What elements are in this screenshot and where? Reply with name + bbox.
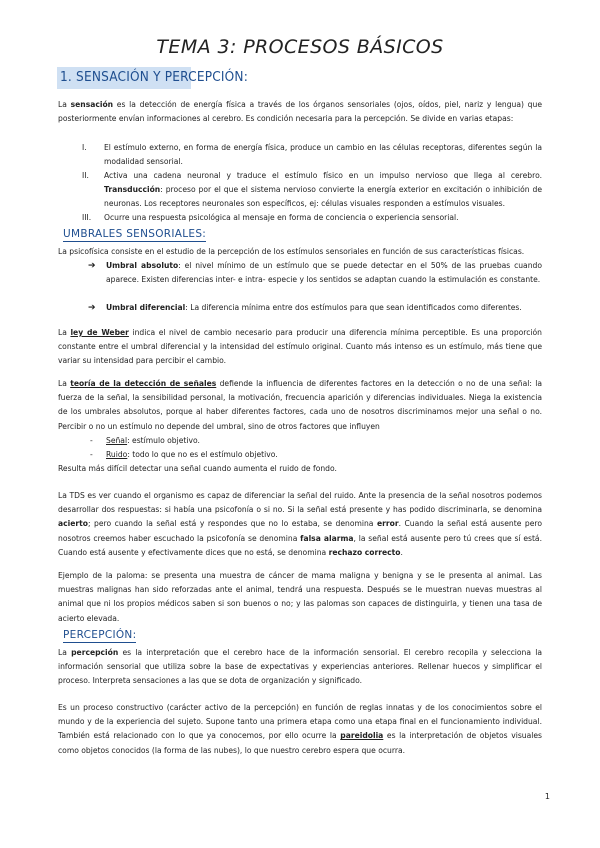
step-number: III. bbox=[82, 213, 92, 222]
paloma-paragraph: Ejemplo de la paloma: se presenta una muestra de cáncer de mama maligna y benigna y se le presenta al animal. Las muestras malignas han sido reforzadas ante el animal, tendrá una respuesta. Después se le muestran nuevas muestras al animal que ni los propios médicos saben si son buenos o no; y las palomas son capaces de distinguirla, y tienen una tasa de acierto elevada. bbox=[58, 571, 542, 623]
umbral-diferencial-item: Umbral diferencial: La diferencia mínima entre dos estímulos para que sean identificados como diferentes. bbox=[106, 303, 522, 312]
intro-paragraph: La sensación es la detección de energía física a través de los órganos sensoriales (ojos, oídos, piel, nariz y lengua) que posteriormente envían informaciones al cerebro. Es condición necesaria para la percepción. Se divide en varias etapas: bbox=[58, 100, 542, 124]
step-text: El estímulo externo, en forma de energía física, produce un cambio en las células receptoras, diferentes según la modalidad sensorial. bbox=[104, 143, 542, 167]
weber-paragraph: La ley de Weber indica el nivel de cambio necesario para producir una diferencia mínima perceptible. Es una proporción constante entre el umbral diferencial y la intensidad del estímulo original. Cuanto más intenso es un estímulo, más tiene que variar su intensidad para percibir el cambio. bbox=[58, 328, 542, 366]
step-number: I. bbox=[82, 143, 87, 152]
dash-bullet: - bbox=[90, 450, 93, 459]
step-text: Activa una cadena neuronal y traduce el estímulo físico en un impulso nervioso que llega al cerebro. Transducción: proceso por el que el sistema nervioso convierte la energía exterior en excitación o inhibición de neuronas. Los receptores neuronales son específicos, ej: células visuales responden a estímulos visuales. bbox=[104, 171, 542, 209]
term-tds: teoría de la detección de señales bbox=[70, 379, 217, 388]
dificil-paragraph: Resulta más difícil detectar una señal cuando aumenta el ruido de fondo. bbox=[58, 464, 337, 473]
step-text: Ocurre una respuesta psicológica al mensaje en forma de conciencia o experiencia sensorial. bbox=[104, 213, 459, 222]
term-sensacion: sensación bbox=[70, 100, 114, 109]
senal-item: Señal: estímulo objetivo. bbox=[106, 436, 200, 445]
page-number: 1 bbox=[544, 792, 550, 801]
section-heading: 1. SENSACIÓN Y PERCEPCIÓN: bbox=[60, 69, 249, 85]
term-pareidolia: pareidolia bbox=[340, 731, 384, 741]
page-title: TEMA 3: PROCESOS BÁSICOS bbox=[156, 36, 444, 58]
percepcion-paragraph-1: La percepción es la interpretación que el cerebro hace de la información sensorial. El cerebro recopila y selecciona la información sensorial que utiliza sobre la base de expectativas y experiencias anteriores. Rellenar huecos y simplificar el proceso. Interpreta sensaciones a las que se dota de organización y significado. bbox=[58, 648, 542, 686]
psicofisica-paragraph: La psicofísica consiste en el estudio de la percepción de los estímulos sensoriales en función de sus características físicas. bbox=[58, 247, 525, 256]
term-transduccion: Transducción bbox=[104, 185, 161, 195]
arrow-bullet-icon: ➔ bbox=[88, 303, 96, 313]
tds-paragraph: La teoría de la detección de señales defiende la influencia de diferentes factores en la detección o no de una señal: la fuerza de la señal, la sensibilidad personal, la motivación, frecuencia aparición y diferencias individuales. Niega la existencia de los umbrales absolutos, porque al haber diferentes factores, cada uno de nosotros discriminamos mejor una señal o no. Percibir o no un estímulo no depende del umbral, sino de otros factores que influyen bbox=[58, 379, 542, 431]
tds2-paragraph: La TDS es ver cuando el organismo es capaz de diferenciar la señal del ruido. Ante la presencia de la señal nosotros podemos desarrollar dos respuestas: si había una psicofonía o si no. Si la señal está presente y has podido discriminarla, se denomina acierto; pero cuando la señal está y respondes que no lo estaba, se denomina error. Cuando la señal está ausente pero nosotros creemos haber escuchado la psicofonía se denomina falsa alarma, la señal está ausente pero tú crees que sí está. Cuando está ausente y efectivamente dices que no está, se denomina rechazo correcto. bbox=[58, 491, 543, 557]
umbral-absoluto-item: Umbral absoluto: el nivel mínimo de un estímulo que se puede detectar en el 50% de las pruebas cuando aparece. Existen diferencias inter- e intra- especie y los sentidos se adaptan cuando la estimulación es constante. bbox=[106, 261, 542, 285]
subheading-percepcion: PERCEPCIÓN: bbox=[63, 629, 137, 641]
step-number: II. bbox=[82, 171, 89, 180]
dash-bullet: - bbox=[90, 436, 93, 445]
arrow-bullet-icon: ➔ bbox=[88, 261, 96, 271]
term-ley-weber: ley de Weber bbox=[70, 328, 129, 337]
percepcion-paragraph-2: Es un proceso constructivo (carácter activo de la percepción) en función de reglas innatas y de los conocimientos sobre el mundo y de la experiencia del sujeto. Supone tanto una primera etapa como una etapa final en el funcionamiento individual. También está relacionado con lo que ya conocemos, por ello ocurre la pareidolia es la interpretación de objetos visuales como objetos conocidos (la forma de las nubes), lo que nuestro cerebro espera que ocurra. bbox=[58, 703, 542, 755]
ruido-item: Ruido: todo lo que no es el estímulo objetivo. bbox=[106, 450, 278, 459]
subheading-umbrales: UMBRALES SENSORIALES: bbox=[63, 228, 207, 240]
